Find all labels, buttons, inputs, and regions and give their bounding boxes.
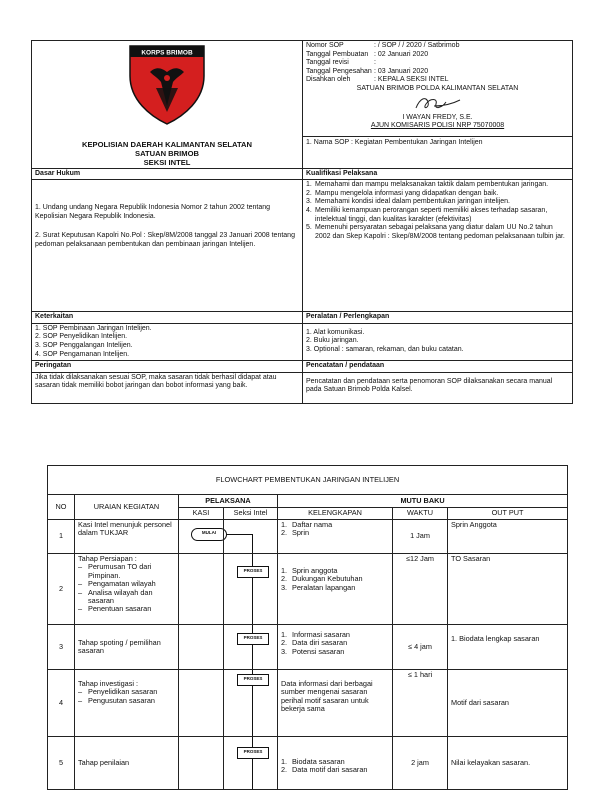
row-waktu: 1 Jam (393, 520, 448, 554)
item-number: 2. (281, 765, 288, 775)
header-no: NO (48, 495, 75, 520)
row-number: 4 (48, 670, 75, 737)
meta-key: Nomor SOP (306, 42, 344, 49)
table-row (48, 554, 568, 625)
signature-mark (408, 94, 468, 114)
peringatan-text: Jika tidak dilaksanakan sesuai SOP, maka sasaran tidak berhasil didapat atau sasaran tidak memiliki bobot jaringan dan bobot informasi yang baik. (32, 372, 303, 403)
connector-line (252, 685, 253, 736)
item-number: 1. (281, 520, 288, 529)
uraian-list (78, 688, 175, 705)
dasar-hukum-item: 2. Surat Keputusan Kapolri No.Pol : Skep/8M/2008 tanggal 23 Januari 2008 tentang pedoman pelaksanaan pembentukan dan pembinaan jaringan Intelijen. (35, 232, 295, 248)
approver-unit: SATUAN BRIMOB POLDA KALIMANTAN SELATAN (356, 84, 519, 92)
start-oval: MULAI (191, 528, 227, 541)
row-output: TO Sasaran (448, 554, 568, 625)
connector-line (252, 534, 253, 553)
flowchart-table (47, 465, 568, 790)
item-text: Biodata sasaran (292, 757, 345, 766)
item-text: Peralatan lapangan (292, 582, 356, 592)
row-flow-cell (179, 670, 278, 737)
item-number: 1. (281, 566, 288, 575)
organization-name (35, 140, 299, 167)
header-kelengkapan: KELENGKAPAN (278, 507, 393, 520)
header-kasi: KASI (179, 507, 224, 520)
kualifikasi-list (306, 181, 569, 241)
org-line-2: SATUAN BRIMOB (135, 148, 199, 158)
connector-line (226, 534, 252, 535)
kelengkapan-list (281, 631, 389, 656)
dash-bullet: – (78, 562, 83, 572)
row-number: 3 (48, 625, 75, 670)
item-text: Memahami kondisi ideal dalam pembentukan jaringan intelijen. (315, 198, 510, 206)
kelengkapan-list (281, 567, 389, 592)
item-text: Informasi sasaran (292, 630, 350, 639)
sop-table (31, 40, 573, 404)
kelengkapan-item (281, 648, 389, 656)
keterkaitan-item: 4. SOP Pengamanan Intelijen. (35, 350, 130, 358)
kualifikasi-heading: Kualifikasi Pelaksana (303, 168, 573, 180)
keterkaitan-heading: Keterkaitan (32, 312, 303, 324)
row-flow-cell (179, 625, 278, 670)
row-number: 5 (48, 737, 75, 790)
connector-line (252, 644, 253, 669)
item-number: 3. (281, 582, 288, 592)
row-kelengkapan (278, 625, 393, 670)
kualifikasi-item (306, 181, 569, 190)
header-output: OUT PUT (448, 507, 568, 520)
connector-line (252, 625, 253, 633)
header-seksi-intel: Seksi Intel (224, 507, 278, 520)
row-kelengkapan: Data informasi dari berbagai sumber mengenai sasaran perihal motif sasaran untuk bekerja sama (278, 670, 393, 737)
kelengkapan-item (281, 584, 389, 592)
row-uraian: Tahap penilaian (75, 737, 179, 790)
row-output: 1. Biodata lengkap sasaran (448, 625, 568, 670)
connector-line (252, 554, 253, 566)
row-number: 1 (48, 520, 75, 554)
meta-row (306, 42, 569, 51)
process-box: PROSES (237, 747, 269, 759)
meta-value: : / SOP / / 2020 / Satbrimob (374, 42, 460, 49)
org-line-1: KEPOLISIAN DAERAH KALIMANTAN SELATAN (81, 139, 252, 149)
uraian-item (78, 589, 175, 606)
row-waktu: ≤ 4 jam (393, 625, 448, 670)
kelengkapan-item (281, 529, 389, 537)
row-uraian-title: Tahap Persiapan : (78, 554, 137, 563)
item-text: Daftar nama (292, 520, 333, 529)
kelengkapan-list (281, 521, 389, 538)
meta-value: : 03 Januari 2020 (374, 67, 429, 75)
item-number: 2. (306, 189, 312, 197)
dasar-hukum-heading: Dasar Hukum (32, 168, 303, 180)
keterkaitan-item: 2. SOP Penyelidikan Intelijen. (35, 333, 128, 341)
column-divider (223, 737, 224, 789)
sop-meta-cell (303, 41, 573, 169)
peralatan-heading: Peralatan / Perlengkapan (303, 312, 573, 324)
meta-row (306, 76, 569, 85)
row-uraian-title: Tahap investigasi : (78, 679, 139, 688)
sop-identity-cell (32, 41, 303, 169)
column-divider (223, 625, 224, 669)
item-number: 1. (281, 630, 288, 639)
meta-key: Tanggal revisi (306, 59, 349, 67)
brimob-shield-logo (126, 42, 208, 126)
header-mutu-baku: MUTU BAKU (278, 495, 568, 508)
dash-bullet: – (78, 687, 83, 697)
connector-line (252, 758, 253, 789)
row-uraian (75, 670, 179, 737)
meta-value: : (374, 59, 376, 67)
meta-row (306, 59, 569, 68)
process-box: PROSES (237, 674, 269, 686)
item-text: Data motif dari sasaran (292, 765, 368, 775)
item-number: 5. (306, 224, 312, 232)
item-number: 2. (281, 638, 288, 648)
approver-name: I WAYAN FREDY, S.E. (402, 113, 473, 121)
item-text: Penentuan sasaran (88, 604, 152, 614)
row-uraian: Kasi Intel menunjuk personel dalam TUKJAR (75, 520, 179, 554)
pencatatan-text: Pencatatan dan pendataan serta penomoran SOP dilaksanakan secara manual pada Satuan Brimob Polda Kalsel. (303, 372, 573, 403)
kualifikasi-item (306, 224, 569, 241)
item-text: Dukungan Kebutuhan (292, 574, 363, 584)
item-number: 1. (281, 757, 288, 766)
kualifikasi-item (306, 190, 569, 199)
row-uraian (75, 554, 179, 625)
dasar-hukum-cell (32, 180, 303, 312)
meta-value: : 02 Januari 2020 (374, 50, 429, 58)
peralatan-cell (303, 323, 573, 360)
svg-text:KORPS BRIMOB: KORPS BRIMOB (141, 49, 193, 57)
process-box: PROSES (237, 566, 269, 578)
uraian-item (78, 563, 175, 580)
flowchart-title: FLOWCHART PEMBENTUKAN JARINGAN INTELIJEN (48, 466, 568, 495)
row-flow-cell (179, 554, 278, 625)
header-pelaksana: PELAKSANA (179, 495, 278, 508)
row-waktu: ≤12 Jam (393, 554, 448, 625)
item-text: Memiliki kemampuan perorangan seperti memiliki akses terhadap sasaran, intelektual tinggi, dan kualitas karakter (efektivitas) (315, 206, 548, 223)
dash-bullet: – (78, 587, 83, 597)
row-kelengkapan (278, 554, 393, 625)
kualifikasi-item (306, 198, 569, 207)
item-text: Memahami dan mampu melaksanakan taktik dalam pembentukan jaringan. (315, 181, 549, 189)
meta-row (306, 51, 569, 60)
signature (303, 94, 572, 114)
item-text: Analisa wilayah dan sasaran (88, 587, 153, 606)
item-text: Pengusutan sasaran (88, 695, 155, 705)
uraian-item (78, 605, 175, 613)
table-row (48, 625, 568, 670)
keterkaitan-item: 3. SOP Penggalangan Intelijen. (35, 341, 133, 349)
org-line-3: SEKSI INTEL (143, 157, 191, 167)
kelengkapan-list (281, 758, 389, 775)
table-row (48, 670, 568, 737)
row-waktu: ≤ 1 hari (393, 670, 448, 737)
row-number: 2 (48, 554, 75, 625)
item-number: 3. (306, 198, 312, 206)
row-output: Sprin Anggota (448, 520, 568, 554)
meta-row (306, 68, 569, 77)
column-divider (223, 520, 224, 553)
header-waktu: WAKTU (393, 507, 448, 520)
meta-key: Disahkan oleh (306, 76, 351, 84)
item-text: Potensi sasaran (292, 646, 345, 656)
row-output: Motif dari sasaran (448, 670, 568, 737)
item-text: Sprin (292, 528, 310, 538)
uraian-list (78, 563, 175, 613)
item-number: 4. (306, 206, 312, 214)
keterkaitan-item: 1. SOP Pembinaan Jaringan Intelijen. (35, 324, 152, 332)
row-flow-cell (179, 737, 278, 790)
pencatatan-heading: Pencatatan / pendataan (303, 361, 573, 373)
column-divider (223, 554, 224, 624)
item-text: Mampu mengelola informasi yang didapatkan dengan baik. (315, 189, 499, 197)
dash-bullet: – (78, 695, 83, 705)
item-text: Memenuhi persyaratan sebagai pelaksana yang diatur dalam UU No.2 tahun 2002 dan Skep Kapolri : Skep/8M/2008 tentang pedoman pelaksanaan tulbin jar. (315, 224, 565, 240)
kualifikasi-item (306, 207, 569, 224)
row-kelengkapan (278, 737, 393, 790)
column-divider (223, 670, 224, 736)
item-text: Perumusan TO dari Pimpinan. (88, 562, 152, 580)
keterkaitan-cell (32, 323, 303, 360)
peringatan-heading: Peringatan (32, 361, 303, 373)
connector-line (252, 577, 253, 624)
item-number: 1. (306, 181, 312, 189)
item-text: Sprin anggota (292, 566, 338, 575)
meta-key: Tanggal Pengesahan (306, 67, 372, 75)
table-row (48, 520, 568, 554)
approver-rank: AJUN KOMISARIS POLISI NRP 75070008 (370, 122, 505, 130)
item-text: Penyelidikan sasaran (88, 687, 158, 697)
process-box: PROSES (237, 633, 269, 645)
item-text: Pengamatan wilayah (88, 579, 156, 589)
row-kelengkapan (278, 520, 393, 554)
connector-line (252, 737, 253, 747)
item-number: 2. (281, 528, 288, 538)
meta-key: Tanggal Pembuatan (306, 50, 369, 58)
item-number: 2. (281, 574, 288, 584)
meta-value: : KEPALA SEKSI INTEL (374, 76, 449, 84)
item-text: Data diri sasaran (292, 638, 348, 648)
peralatan-item: 2. Buku jaringan. (306, 337, 359, 345)
dasar-hukum-item: 1. Undang undang Negara Republik Indonesia Nomor 2 tahun 2002 tentang Kepolisian Negara Republik Indonesia. (35, 204, 271, 220)
kelengkapan-item (281, 766, 389, 774)
peralatan-item: 1. Alat komunikasi. (306, 328, 365, 336)
uraian-item (78, 697, 175, 705)
table-row (48, 737, 568, 790)
peralatan-item: 3. Optional : samaran, rekaman, dan buku catatan. (306, 345, 464, 353)
dash-bullet: – (78, 604, 83, 614)
row-uraian: Tahap spoting / pemilihan sasaran (75, 625, 179, 670)
row-output: Nilai kelayakan sasaran. (448, 737, 568, 790)
kualifikasi-cell (303, 180, 573, 312)
item-number: 3. (281, 646, 288, 656)
row-flow-cell (179, 520, 278, 554)
dash-bullet: – (78, 579, 83, 589)
header-uraian: URAIAN KEGIATAN (75, 495, 179, 520)
sop-name: 1. Nama SOP : Kegiatan Pembentukan Jaringan Intelijen (303, 136, 572, 150)
sop-meta-list (303, 41, 572, 86)
row-waktu: 2 jam (393, 737, 448, 790)
